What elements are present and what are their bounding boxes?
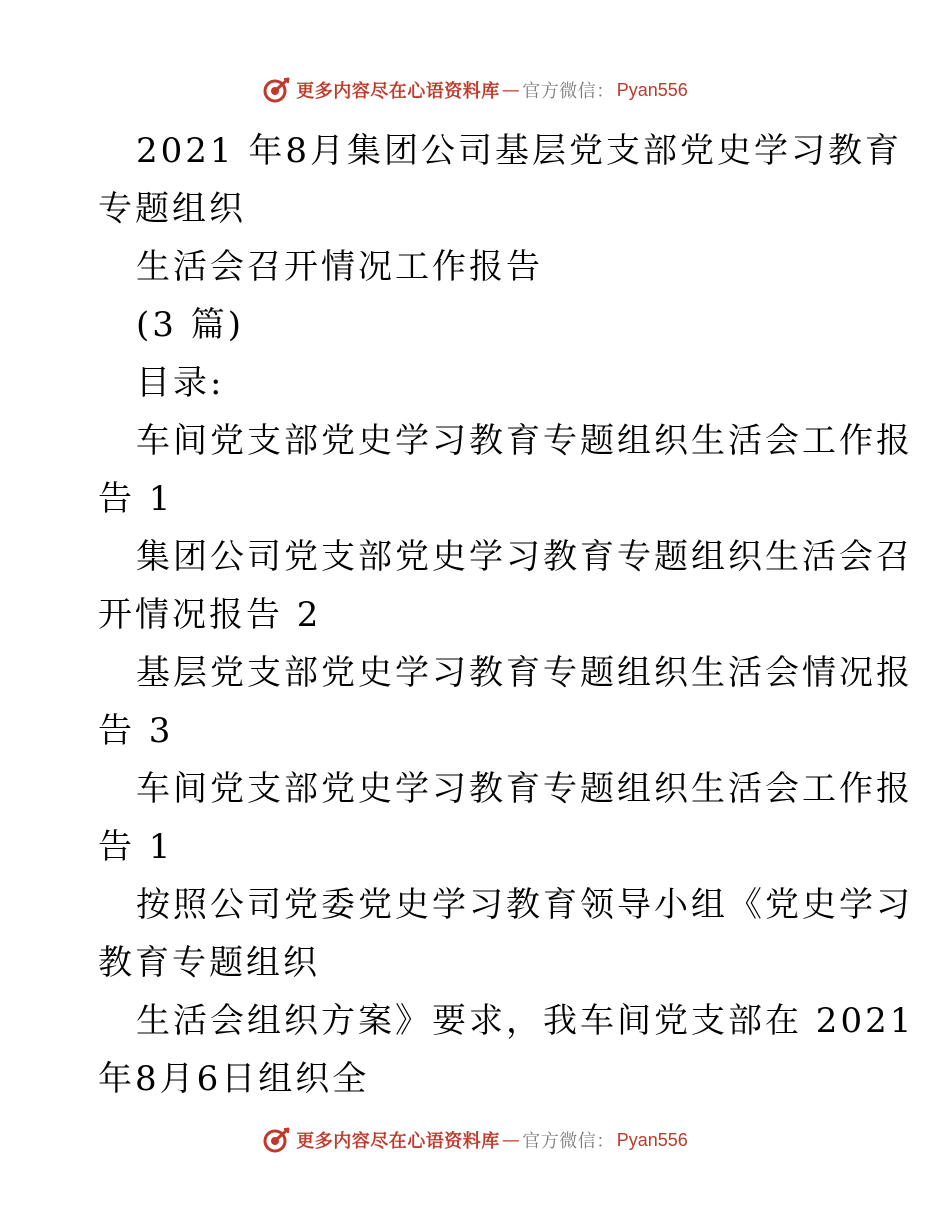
doc-title-line-2: 专题组织 bbox=[98, 189, 246, 229]
body-paragraph-line-4: 年8月6日组织全 bbox=[98, 1059, 370, 1099]
section-heading-cont: 告 1 bbox=[98, 827, 174, 867]
doc-title-line-1: 2021 年8月集团公司基层党支部党史学习教育 bbox=[136, 131, 902, 171]
watermark-wechat-label: 官方微信： bbox=[522, 81, 615, 102]
toc-item-3-cont: 告 3 bbox=[98, 711, 174, 751]
doc-count: (3 篇) bbox=[136, 305, 244, 345]
watermark-dash: — bbox=[501, 1129, 521, 1151]
header-watermark bbox=[0, 70, 950, 110]
watermark-text: 更多内容尽在心语资料库 bbox=[296, 81, 500, 102]
toc-item-2-cont: 开情况报告 2 bbox=[98, 595, 322, 635]
doc-title-line-3: 生活会召开情况工作报告 bbox=[136, 247, 543, 287]
watermark-dash: — bbox=[501, 79, 521, 101]
watermark-wechat-id: Pyan556 bbox=[616, 79, 688, 100]
seal-logo-icon bbox=[262, 76, 290, 104]
toc-item-2: 集团公司党支部党史学习教育专题组织生活会召 bbox=[136, 537, 913, 577]
toc-item-1-cont: 告 1 bbox=[98, 479, 174, 519]
toc-item-1: 车间党支部党史学习教育专题组织生活会工作报 bbox=[136, 421, 913, 461]
watermark-text: 更多内容尽在心语资料库 bbox=[296, 1131, 500, 1152]
document-body bbox=[98, 122, 915, 1108]
seal-logo-icon bbox=[262, 1126, 290, 1154]
footer-watermark bbox=[0, 1120, 950, 1160]
section-heading: 车间党支部党史学习教育专题组织生活会工作报 bbox=[136, 769, 913, 809]
body-paragraph-line-3: 生活会组织方案》要求，我车间党支部在 2021 bbox=[136, 1001, 915, 1041]
watermark-wechat-id: Pyan556 bbox=[616, 1129, 688, 1150]
body-paragraph-line-1: 按照公司党委党史学习教育领导小组《党史学习 bbox=[136, 885, 913, 925]
toc-item-3: 基层党支部党史学习教育专题组织生活会情况报 bbox=[136, 653, 913, 693]
toc-heading: 目录: bbox=[136, 363, 225, 403]
watermark-wechat-label: 官方微信： bbox=[522, 1131, 615, 1152]
body-paragraph-line-2: 教育专题组织 bbox=[98, 943, 320, 983]
